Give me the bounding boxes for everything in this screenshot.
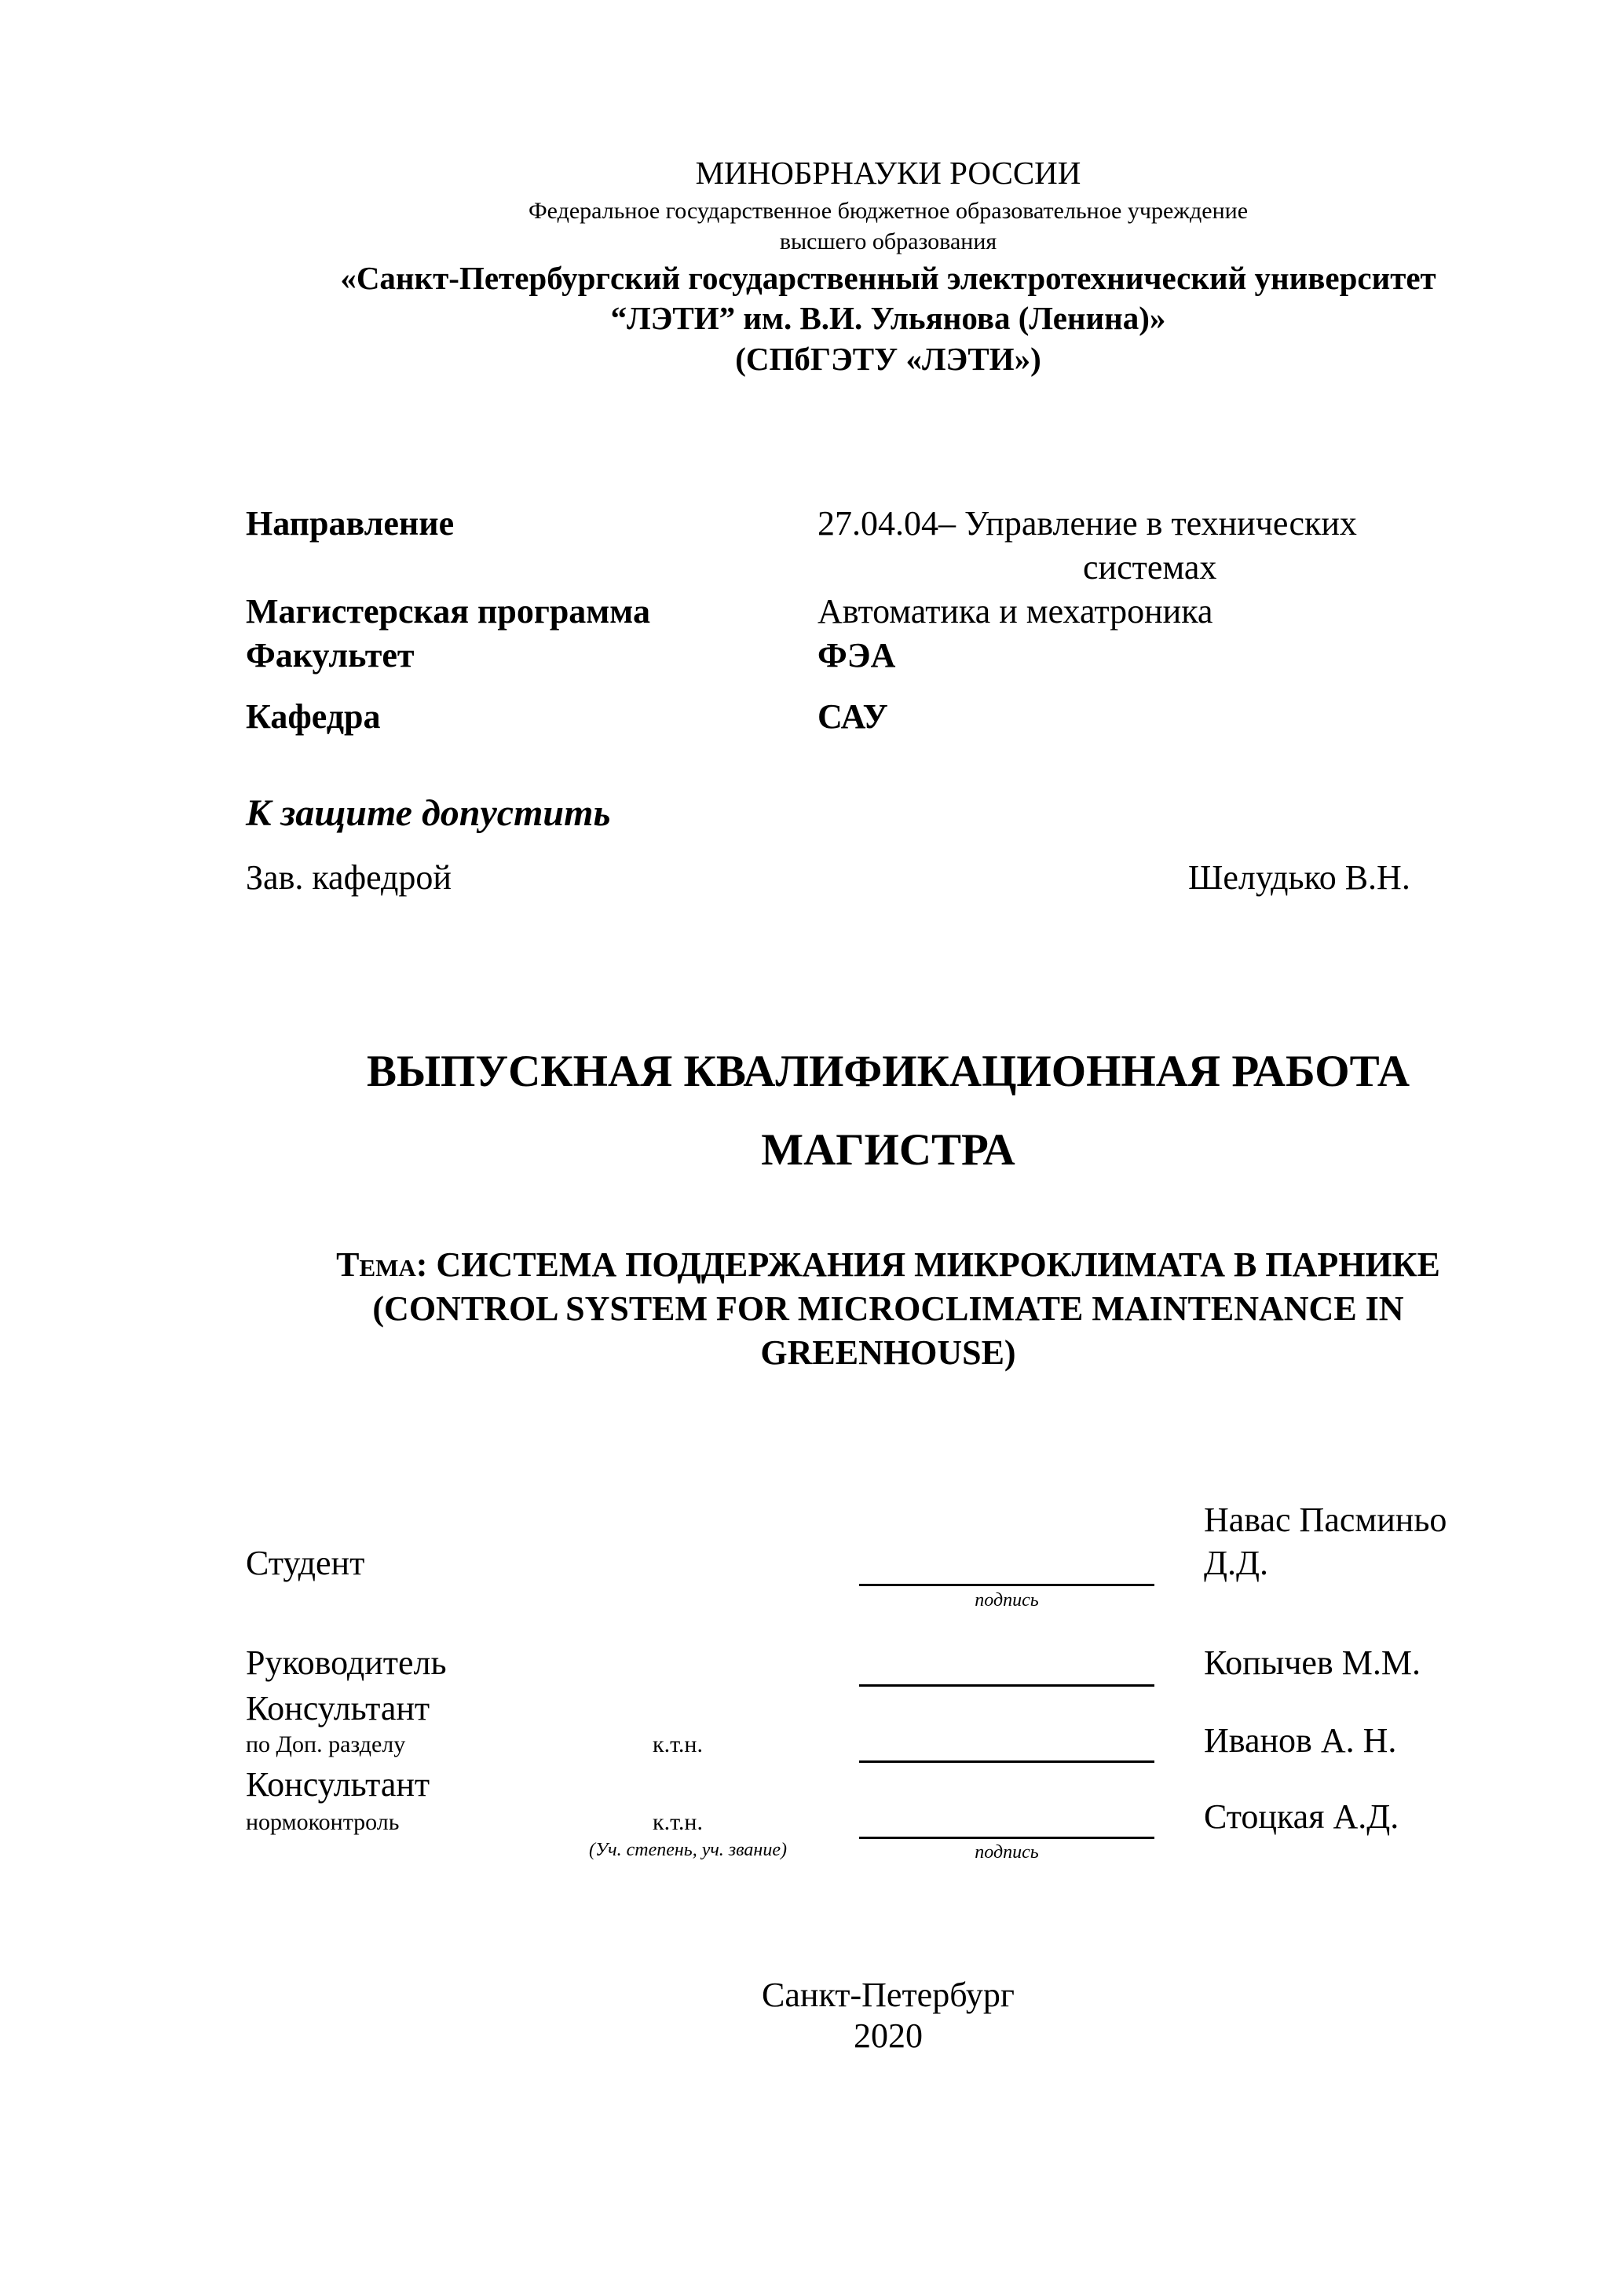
faculty-value: ФЭА	[817, 636, 896, 675]
consultant1-signature-line	[859, 1760, 1154, 1763]
work-title: ВЫПУСКНАЯ КВАЛИФИКАЦИОННАЯ РАБОТА	[366, 1047, 1410, 1096]
year: 2020	[854, 2016, 923, 2055]
supervisor-signature-line	[859, 1684, 1154, 1687]
department-value: САУ	[817, 697, 888, 736]
head-name: Шелудько В.Н.	[1188, 858, 1410, 897]
topic	[0, 1245, 1624, 1284]
topic-text: СИСТЕМА ПОДДЕРЖАНИЯ МИКРОКЛИМАТА В ПАРНИКЕ	[427, 1245, 1440, 1284]
topic-en: (CONTROL SYSTEM FOR MICROCLIMATE MAINTENANCE IN	[372, 1289, 1404, 1328]
faculty-label: Факультет	[246, 636, 415, 675]
work-title-2: МАГИСТРА	[761, 1125, 1015, 1175]
direction-label: Направление	[246, 504, 455, 543]
direction-value-2: системах	[1083, 548, 1217, 587]
university-name-2: “ЛЭТИ” им. В.И. Ульянова (Ленина)»	[610, 300, 1166, 336]
consultant1-sub: по Доп. разделу	[246, 1731, 406, 1757]
degree-caption: (Уч. степень, уч. звание)	[589, 1840, 787, 1860]
program-value: Автоматика и мехатроника	[817, 592, 1213, 631]
student-signature-line	[859, 1584, 1154, 1586]
supervisor-label: Руководитель	[246, 1643, 447, 1682]
topic-en-2: GREENHOUSE)	[760, 1333, 1016, 1372]
head-label: Зав. кафедрой	[246, 858, 452, 897]
direction-value: 27.04.04– Управление в технических	[817, 504, 1357, 543]
approval-heading: К защите допустить	[246, 792, 611, 834]
student-name: Навас Пасминьо	[1204, 1501, 1447, 1539]
institution-type: Федеральное государственное бюджетное образовательное учреждение	[528, 198, 1249, 224]
university-abbr: (СПбГЭТУ «ЛЭТИ»)	[735, 341, 1041, 377]
consultant2-signature-line	[859, 1837, 1154, 1839]
signature-caption: подпись	[975, 1590, 1039, 1610]
department-label: Кафедра	[246, 697, 381, 736]
consultant1-degree: к.т.н.	[653, 1731, 703, 1757]
consultant2-sub: нормоконтроль	[246, 1809, 400, 1835]
consultant2-name: Стоцкая А.Д.	[1204, 1797, 1399, 1836]
university-name: «Санкт-Петербургский государственный электротехнический университет	[340, 260, 1436, 296]
student-label: Студент	[246, 1544, 365, 1582]
topic-prefix: Тема:	[336, 1245, 428, 1284]
consultant2-degree: к.т.н.	[653, 1809, 703, 1835]
institution-type-2: высшего образования	[779, 229, 997, 254]
consultant1-label: Консультант	[246, 1689, 430, 1727]
supervisor-name: Копычев М.М.	[1204, 1643, 1421, 1682]
program-label: Магистерская программа	[246, 592, 650, 631]
consultant1-name: Иванов А. Н.	[1204, 1721, 1397, 1760]
city: Санкт-Петербург	[762, 1976, 1015, 2014]
consultant2-label: Консультант	[246, 1765, 430, 1804]
ministry: МИНОБРНАУКИ РОССИИ	[695, 155, 1081, 191]
signature-caption-2: подпись	[975, 1842, 1039, 1863]
student-name-2: Д.Д.	[1204, 1544, 1269, 1582]
